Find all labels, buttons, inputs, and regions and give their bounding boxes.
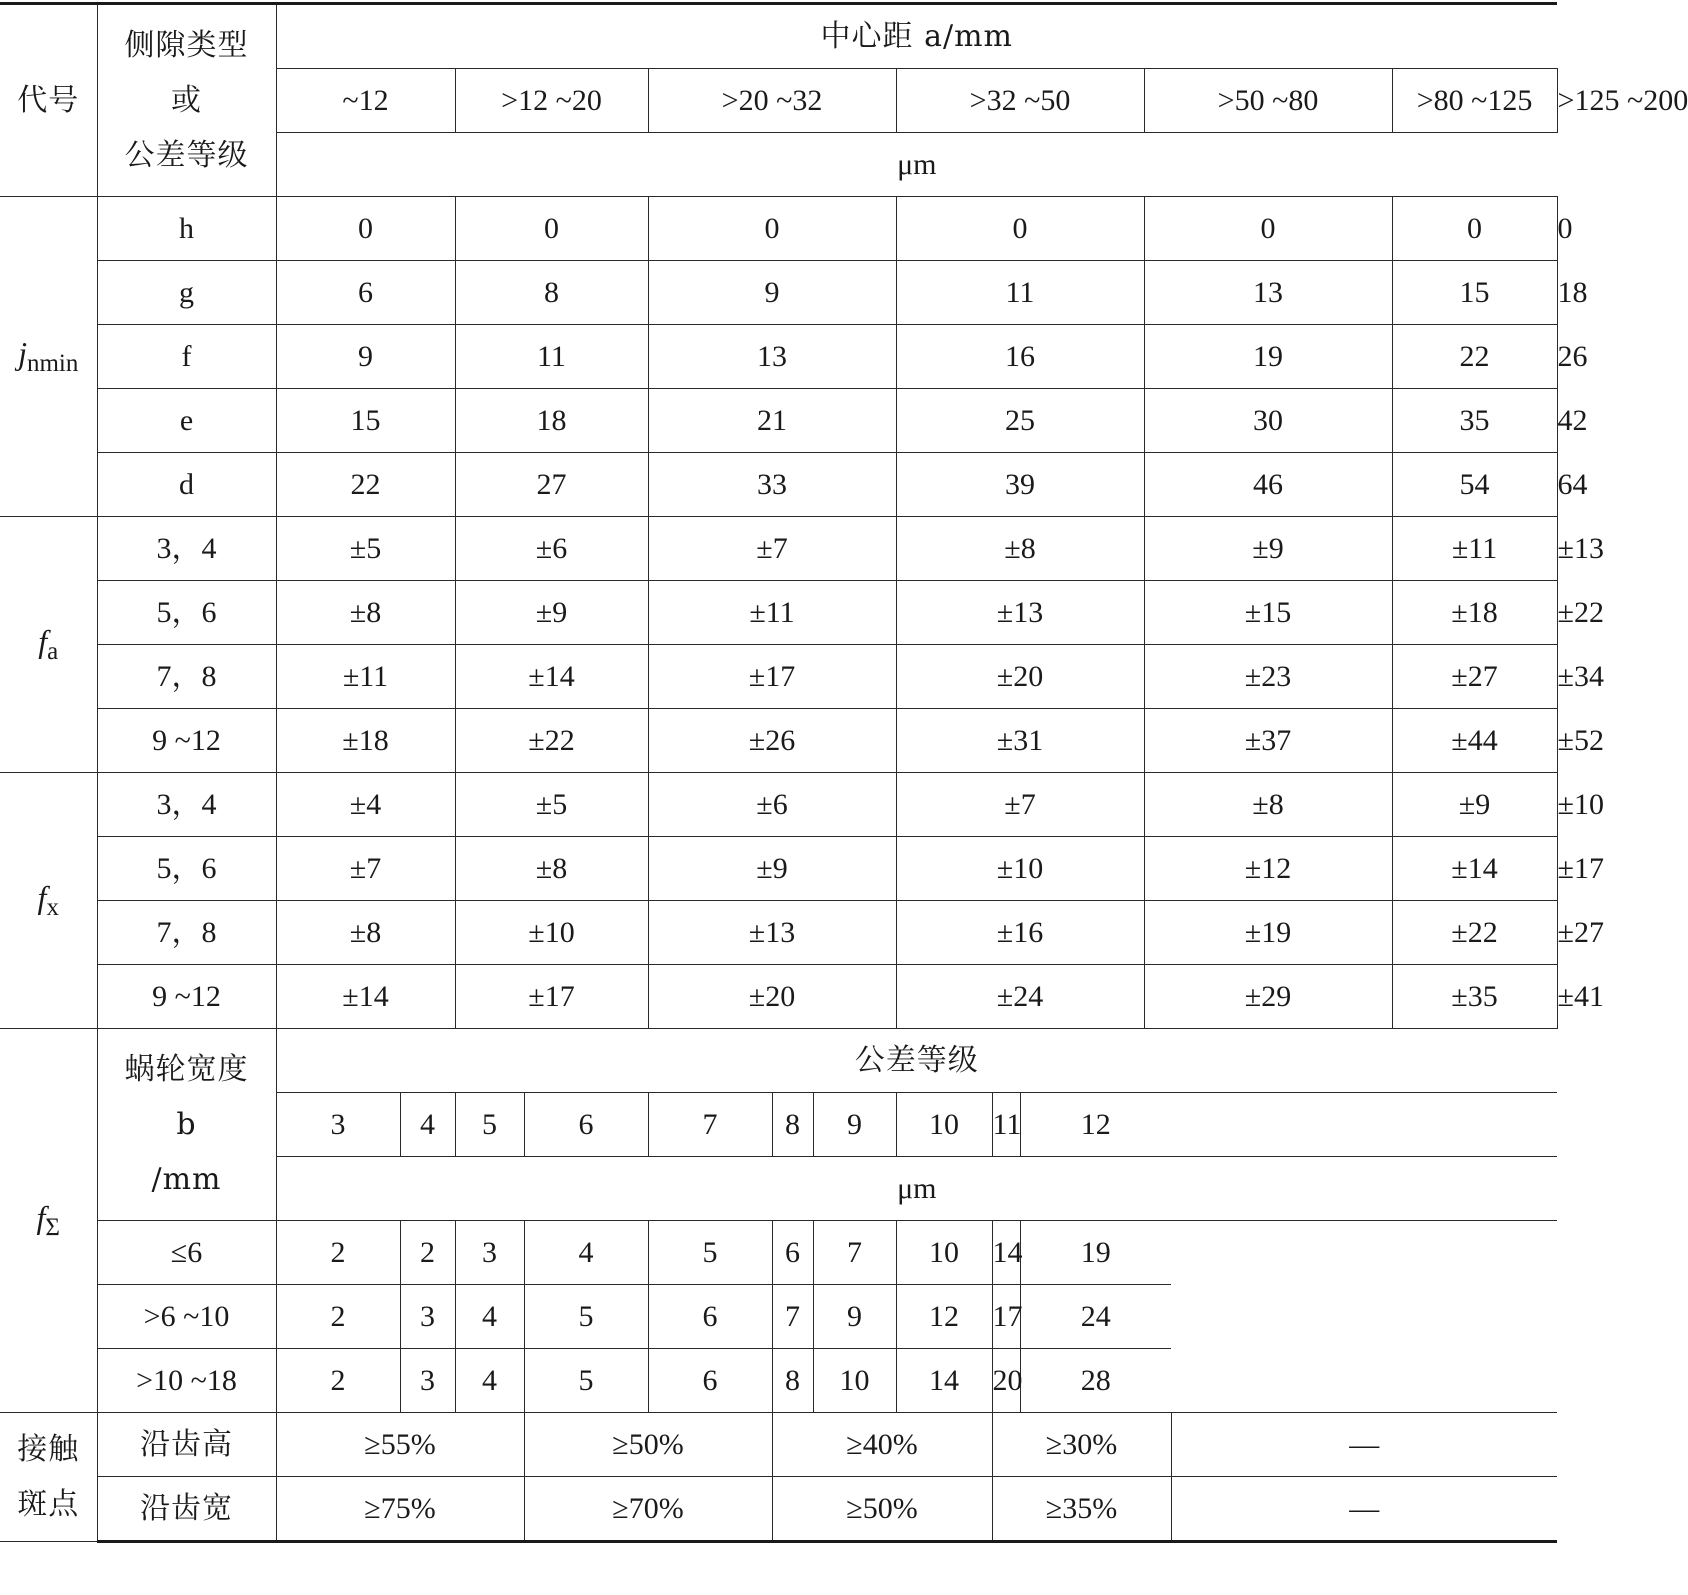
table-cell: 25 bbox=[896, 389, 1144, 453]
table-row: $j_{nmin}$ h 0 0 0 0 0 0 0 bbox=[0, 197, 1557, 261]
table-cell: ±12 bbox=[1144, 837, 1392, 901]
table-cell: ≥40% bbox=[772, 1413, 992, 1477]
table-cell: 46 bbox=[1144, 453, 1392, 517]
table-cell: ±35 bbox=[1392, 965, 1557, 1029]
width-header-line: b bbox=[176, 1107, 197, 1142]
table-cell: ≥30% bbox=[992, 1413, 1171, 1477]
center-distance-header: 中心距 a/mm bbox=[276, 4, 1557, 69]
table-cell: ≥35% bbox=[992, 1477, 1171, 1542]
fa-row-label: 7，8 bbox=[97, 645, 276, 709]
table-cell: 13 bbox=[1144, 261, 1392, 325]
table-cell: 6 bbox=[276, 261, 455, 325]
table-cell: 0 bbox=[1144, 197, 1392, 261]
table-cell: 3 bbox=[455, 1221, 524, 1285]
type-header bbox=[97, 4, 276, 197]
table-cell: 33 bbox=[648, 453, 896, 517]
table-cell: 28 bbox=[1020, 1349, 1171, 1413]
fsigma-subscript: Σ bbox=[45, 1213, 60, 1241]
grade-number: 5 bbox=[455, 1093, 524, 1157]
table-cell: 12 bbox=[896, 1285, 992, 1349]
table-cell: ±10 bbox=[896, 837, 1144, 901]
table-cell: ±4 bbox=[276, 773, 455, 837]
table-cell: ±23 bbox=[1144, 645, 1392, 709]
table-cell: ±14 bbox=[276, 965, 455, 1029]
table-cell: 2 bbox=[400, 1221, 455, 1285]
range-header: >50 ~80 bbox=[1144, 69, 1392, 133]
table-cell: 9 bbox=[813, 1285, 896, 1349]
table-cell: 6 bbox=[648, 1349, 772, 1413]
fa-subscript: a bbox=[47, 637, 59, 665]
table-cell: 22 bbox=[276, 453, 455, 517]
table-row: 5，6 ±8 ±9 ±11 ±13 ±15 ±18 ±22 bbox=[0, 581, 1557, 645]
width-header bbox=[97, 1029, 276, 1221]
jnmin-row-label: g bbox=[97, 261, 276, 325]
table-cell: ±44 bbox=[1392, 709, 1557, 773]
grade-number: 12 bbox=[1020, 1093, 1171, 1157]
table-cell: ±18 bbox=[1392, 581, 1557, 645]
type-header-line: 侧隙类型 bbox=[124, 28, 249, 63]
table-row: e 15 18 21 25 30 35 42 bbox=[0, 389, 1557, 453]
grade-number: 9 bbox=[813, 1093, 896, 1157]
table-row: f 9 11 13 16 19 22 26 bbox=[0, 325, 1557, 389]
table-cell: ≥50% bbox=[772, 1477, 992, 1542]
table-cell: ±27 bbox=[1392, 645, 1557, 709]
code-header: 代号 bbox=[0, 4, 97, 197]
table-cell: 5 bbox=[648, 1221, 772, 1285]
table-cell: 6 bbox=[772, 1221, 813, 1285]
table-cell: ±26 bbox=[648, 709, 896, 773]
table-row: 7，8 ±11 ±14 ±17 ±20 ±23 ±27 ±34 bbox=[0, 645, 1557, 709]
table-cell: ±7 bbox=[276, 837, 455, 901]
grade-number: 6 bbox=[524, 1093, 648, 1157]
table-cell: ±18 bbox=[276, 709, 455, 773]
table-cell: ±5 bbox=[276, 517, 455, 581]
jnmin-symbol: j bbox=[18, 334, 27, 371]
table-cell: ±9 bbox=[1392, 773, 1557, 837]
table-cell: 4 bbox=[455, 1349, 524, 1413]
table-cell: ±16 bbox=[896, 901, 1144, 965]
table-row: 9 ~12 ±18 ±22 ±26 ±31 ±37 ±44 ±52 bbox=[0, 709, 1557, 773]
table-cell: 2 bbox=[276, 1285, 400, 1349]
table-cell: 2 bbox=[276, 1349, 400, 1413]
fsigma-row-label: ≤6 bbox=[97, 1221, 276, 1285]
fx-subscript: x bbox=[46, 893, 59, 921]
table-cell: ±19 bbox=[1144, 901, 1392, 965]
table-row: $f_x$ 3，4 ±4 ±5 ±6 ±7 ±8 ±9 ±10 bbox=[0, 773, 1557, 837]
table-cell: ±6 bbox=[648, 773, 896, 837]
table-row: 7，8 ±8 ±10 ±13 ±16 ±19 ±22 ±27 bbox=[0, 901, 1557, 965]
table-cell: ≥55% bbox=[276, 1413, 524, 1477]
table-cell: ±22 bbox=[455, 709, 648, 773]
grade-number: 11 bbox=[992, 1093, 1020, 1157]
fa-row-label: 3，4 bbox=[97, 517, 276, 581]
table-cell: 3 bbox=[400, 1285, 455, 1349]
fx-label bbox=[0, 773, 97, 1029]
fa-label bbox=[0, 517, 97, 773]
width-header-line: /mm bbox=[151, 1162, 222, 1197]
table-cell: 8 bbox=[772, 1349, 813, 1413]
table-cell: 39 bbox=[896, 453, 1144, 517]
table-cell: ±20 bbox=[896, 645, 1144, 709]
table-cell: ±9 bbox=[455, 581, 648, 645]
jnmin-row-label: h bbox=[97, 197, 276, 261]
table-cell: 4 bbox=[524, 1221, 648, 1285]
table-cell: ±8 bbox=[276, 901, 455, 965]
table-cell: 18 bbox=[455, 389, 648, 453]
table-cell: ±11 bbox=[1392, 517, 1557, 581]
jnmin-row-label: e bbox=[97, 389, 276, 453]
table-cell: ±14 bbox=[1392, 837, 1557, 901]
fsigma-symbol: f bbox=[36, 1198, 46, 1235]
fa-symbol: f bbox=[38, 622, 48, 659]
table-cell: ±20 bbox=[648, 965, 896, 1029]
table-cell: ±8 bbox=[455, 837, 648, 901]
table-cell: — bbox=[1171, 1477, 1557, 1542]
contact-label bbox=[0, 1413, 97, 1542]
table-cell: ±31 bbox=[896, 709, 1144, 773]
table-cell: ±8 bbox=[1144, 773, 1392, 837]
table-cell: 0 bbox=[1392, 197, 1557, 261]
table-cell: 4 bbox=[455, 1285, 524, 1349]
table-row bbox=[0, 1349, 1557, 1413]
grade-number: 4 bbox=[400, 1093, 455, 1157]
unit-header: μm bbox=[276, 133, 1557, 197]
table-cell: 19 bbox=[1020, 1221, 1171, 1285]
table-cell: 0 bbox=[648, 197, 896, 261]
table-row: 9 ~12 ±14 ±17 ±20 ±24 ±29 ±35 ±41 bbox=[0, 965, 1557, 1029]
range-header: >12 ~20 bbox=[455, 69, 648, 133]
table-cell: 13 bbox=[648, 325, 896, 389]
table-cell: 30 bbox=[1144, 389, 1392, 453]
table-cell: 21 bbox=[648, 389, 896, 453]
fsigma-row-label: >6 ~10 bbox=[97, 1285, 276, 1349]
table-cell: ±15 bbox=[1144, 581, 1392, 645]
table-cell: 7 bbox=[813, 1221, 896, 1285]
fsigma-row-label: >10 ~18 bbox=[97, 1349, 276, 1413]
table-cell: 15 bbox=[1392, 261, 1557, 325]
grade-number: 8 bbox=[772, 1093, 813, 1157]
fx-row-label: 5，6 bbox=[97, 837, 276, 901]
table-cell: ±13 bbox=[896, 581, 1144, 645]
table-cell: ±13 bbox=[648, 901, 896, 965]
table-cell: ±37 bbox=[1144, 709, 1392, 773]
fx-row-label: 3，4 bbox=[97, 773, 276, 837]
table-row: g 6 8 9 11 13 15 18 bbox=[0, 261, 1557, 325]
grade-number: 3 bbox=[276, 1093, 400, 1157]
table-cell: ±29 bbox=[1144, 965, 1392, 1029]
table-cell: 9 bbox=[276, 325, 455, 389]
table-cell: 6 bbox=[648, 1285, 772, 1349]
contact-label-line: 接触 bbox=[17, 1432, 80, 1467]
table-cell: ±14 bbox=[455, 645, 648, 709]
table-cell: 10 bbox=[813, 1349, 896, 1413]
table-cell: 0 bbox=[455, 197, 648, 261]
table-cell: 0 bbox=[276, 197, 455, 261]
grade-number: 10 bbox=[896, 1093, 992, 1157]
table-row: 5，6 ±7 ±8 ±9 ±10 ±12 ±14 ±17 bbox=[0, 837, 1557, 901]
fa-row-label: 5，6 bbox=[97, 581, 276, 645]
table-cell: 19 bbox=[1144, 325, 1392, 389]
table-cell: ≥70% bbox=[524, 1477, 772, 1542]
table-cell: ±7 bbox=[648, 517, 896, 581]
jnmin-label bbox=[0, 197, 97, 517]
grade-number: 7 bbox=[648, 1093, 772, 1157]
table-row: d 22 27 33 39 46 54 64 bbox=[0, 453, 1557, 517]
table-cell: ±7 bbox=[896, 773, 1144, 837]
table-cell: 15 bbox=[276, 389, 455, 453]
table-cell: 3 bbox=[400, 1349, 455, 1413]
table-cell: ≥50% bbox=[524, 1413, 772, 1477]
table-cell: ±17 bbox=[455, 965, 648, 1029]
table-row bbox=[0, 1221, 1557, 1285]
table-cell: 16 bbox=[896, 325, 1144, 389]
table-cell: 11 bbox=[455, 325, 648, 389]
table-cell: 24 bbox=[1020, 1285, 1171, 1349]
table-cell: ±10 bbox=[455, 901, 648, 965]
table-cell: ±11 bbox=[648, 581, 896, 645]
jnmin-row-label: f bbox=[97, 325, 276, 389]
table-cell: 7 bbox=[772, 1285, 813, 1349]
table-cell: 2 bbox=[276, 1221, 400, 1285]
tolerance-table bbox=[0, 2, 1688, 1543]
table-cell: 20 bbox=[992, 1349, 1020, 1413]
type-header-line: 或 bbox=[171, 83, 202, 118]
table-cell: 54 bbox=[1392, 453, 1557, 517]
contact-row-label: 沿齿高 bbox=[97, 1413, 276, 1477]
width-header-line: 蜗轮宽度 bbox=[124, 1052, 249, 1087]
table-cell: 5 bbox=[524, 1285, 648, 1349]
fsigma-label bbox=[0, 1029, 97, 1413]
fx-symbol: f bbox=[37, 878, 47, 915]
grade-header: 公差等级 bbox=[276, 1029, 1557, 1093]
table-cell: 9 bbox=[648, 261, 896, 325]
table-cell: ±6 bbox=[455, 517, 648, 581]
table-row bbox=[0, 1029, 1557, 1093]
table-cell: ±5 bbox=[455, 773, 648, 837]
table-cell: 11 bbox=[896, 261, 1144, 325]
table-cell: — bbox=[1171, 1413, 1557, 1477]
table-cell: ±11 bbox=[276, 645, 455, 709]
table-cell: ±9 bbox=[1144, 517, 1392, 581]
table-cell: ±9 bbox=[648, 837, 896, 901]
table-row: ~12 >12 ~20 >20 ~32 >32 ~50 >50 ~80 >80 ~125 >125 ~200 bbox=[0, 69, 1557, 133]
table-cell: ±8 bbox=[896, 517, 1144, 581]
jnmin-row-label: d bbox=[97, 453, 276, 517]
unit-header: μm bbox=[276, 1157, 1557, 1221]
table-cell: 14 bbox=[992, 1221, 1020, 1285]
table-cell: ≥75% bbox=[276, 1477, 524, 1542]
table-row bbox=[0, 1477, 1557, 1542]
table-cell: 27 bbox=[455, 453, 648, 517]
table-row: $f_a$ 3，4 ±5 ±6 ±7 ±8 ±9 ±11 ±13 bbox=[0, 517, 1557, 581]
table-cell: 5 bbox=[524, 1349, 648, 1413]
table-cell: 17 bbox=[992, 1285, 1020, 1349]
table-cell: ±22 bbox=[1392, 901, 1557, 965]
table-cell: 8 bbox=[455, 261, 648, 325]
table-row bbox=[0, 1285, 1557, 1349]
table-row bbox=[0, 1413, 1557, 1477]
jnmin-subscript: nmin bbox=[26, 349, 79, 377]
contact-row-label: 沿齿宽 bbox=[97, 1477, 276, 1542]
fx-row-label: 9 ~12 bbox=[97, 965, 276, 1029]
table-cell: 0 bbox=[896, 197, 1144, 261]
table-row bbox=[0, 4, 1557, 69]
table-cell: 14 bbox=[896, 1349, 992, 1413]
table-cell: ±17 bbox=[648, 645, 896, 709]
range-header: >20 ~32 bbox=[648, 69, 896, 133]
range-header: >80 ~125 bbox=[1392, 69, 1557, 133]
table-cell: ±8 bbox=[276, 581, 455, 645]
range-header: >32 ~50 bbox=[896, 69, 1144, 133]
range-header: ~12 bbox=[276, 69, 455, 133]
contact-label-line: 斑点 bbox=[17, 1487, 80, 1522]
table-cell: ±24 bbox=[896, 965, 1144, 1029]
table-cell: 22 bbox=[1392, 325, 1557, 389]
fx-row-label: 7，8 bbox=[97, 901, 276, 965]
fa-row-label: 9 ~12 bbox=[97, 709, 276, 773]
type-header-line: 公差等级 bbox=[124, 138, 249, 173]
table-cell: 35 bbox=[1392, 389, 1557, 453]
table-cell: 10 bbox=[896, 1221, 992, 1285]
